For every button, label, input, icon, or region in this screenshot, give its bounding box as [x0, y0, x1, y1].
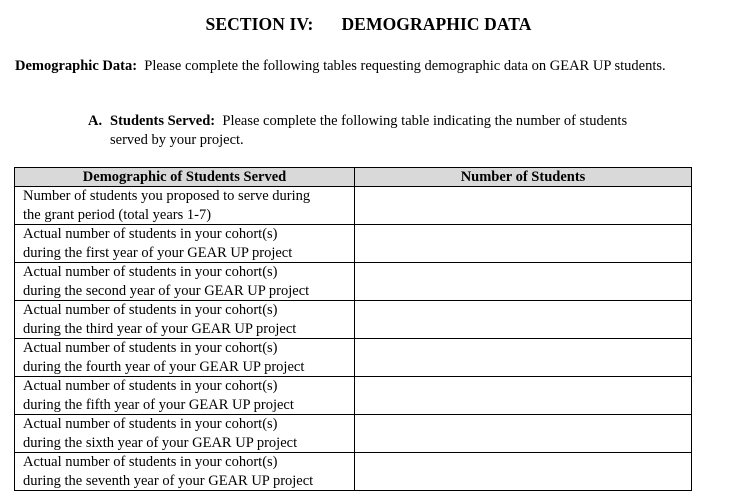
number-of-students-cell[interactable] [355, 263, 692, 301]
table-row [15, 225, 692, 263]
row-label: Actual number of students in your cohort(s) during the first year of your GEAR UP project [15, 225, 355, 263]
number-of-students-cell[interactable] [355, 453, 692, 491]
number-of-students-cell[interactable] [355, 187, 692, 225]
subsection-lead: Students Served: [110, 113, 216, 129]
row-label: Actual number of students in your cohort(s) during the sixth year of your GEAR UP project [15, 415, 355, 453]
number-of-students-cell[interactable] [355, 301, 692, 339]
table-row [15, 453, 692, 491]
demographic-table [14, 167, 692, 491]
number-of-students-cell[interactable] [355, 339, 692, 377]
table-header-row [15, 168, 692, 187]
number-of-students-cell[interactable] [355, 225, 692, 263]
intro-paragraph [15, 57, 705, 76]
row-label: Actual number of students in your cohort(s) during the seventh year of your GEAR UP project [15, 453, 355, 491]
number-of-students-cell[interactable] [355, 377, 692, 415]
row-label: Actual number of students in your cohort(s) during the third year of your GEAR UP project [15, 301, 355, 339]
subsection-letter: A. [88, 113, 103, 129]
subsection-text-1: Please complete the following table indicating the number of students [222, 113, 628, 129]
header-demographic: Demographic of Students Served [15, 168, 355, 187]
header-number-of-students: Number of Students [355, 168, 692, 187]
subsection-text-2: served by your project. [110, 132, 244, 148]
section-name: DEMOGRAPHIC DATA [341, 14, 532, 34]
table-row [15, 377, 692, 415]
table-row [15, 415, 692, 453]
number-of-students-cell[interactable] [355, 415, 692, 453]
table-row [15, 187, 692, 225]
row-label: Actual number of students in your cohort(s) during the fifth year of your GEAR UP project [15, 377, 355, 415]
section-label: SECTION IV: [205, 14, 314, 34]
row-label: Number of students you proposed to serve during the grant period (total years 1-7) [15, 187, 355, 225]
row-label: Actual number of students in your cohort(s) during the second year of your GEAR UP project [15, 263, 355, 301]
table-row [15, 339, 692, 377]
intro-text: Please complete the following tables requesting demographic data on GEAR UP students. [144, 58, 666, 74]
subsection-a [88, 112, 708, 150]
row-label: Actual number of students in your cohort(s) during the fourth year of your GEAR UP project [15, 339, 355, 377]
table-row [15, 263, 692, 301]
section-title [0, 14, 737, 35]
table-row [15, 301, 692, 339]
subsection-line-1 [88, 112, 708, 131]
intro-lead: Demographic Data: [15, 58, 138, 74]
